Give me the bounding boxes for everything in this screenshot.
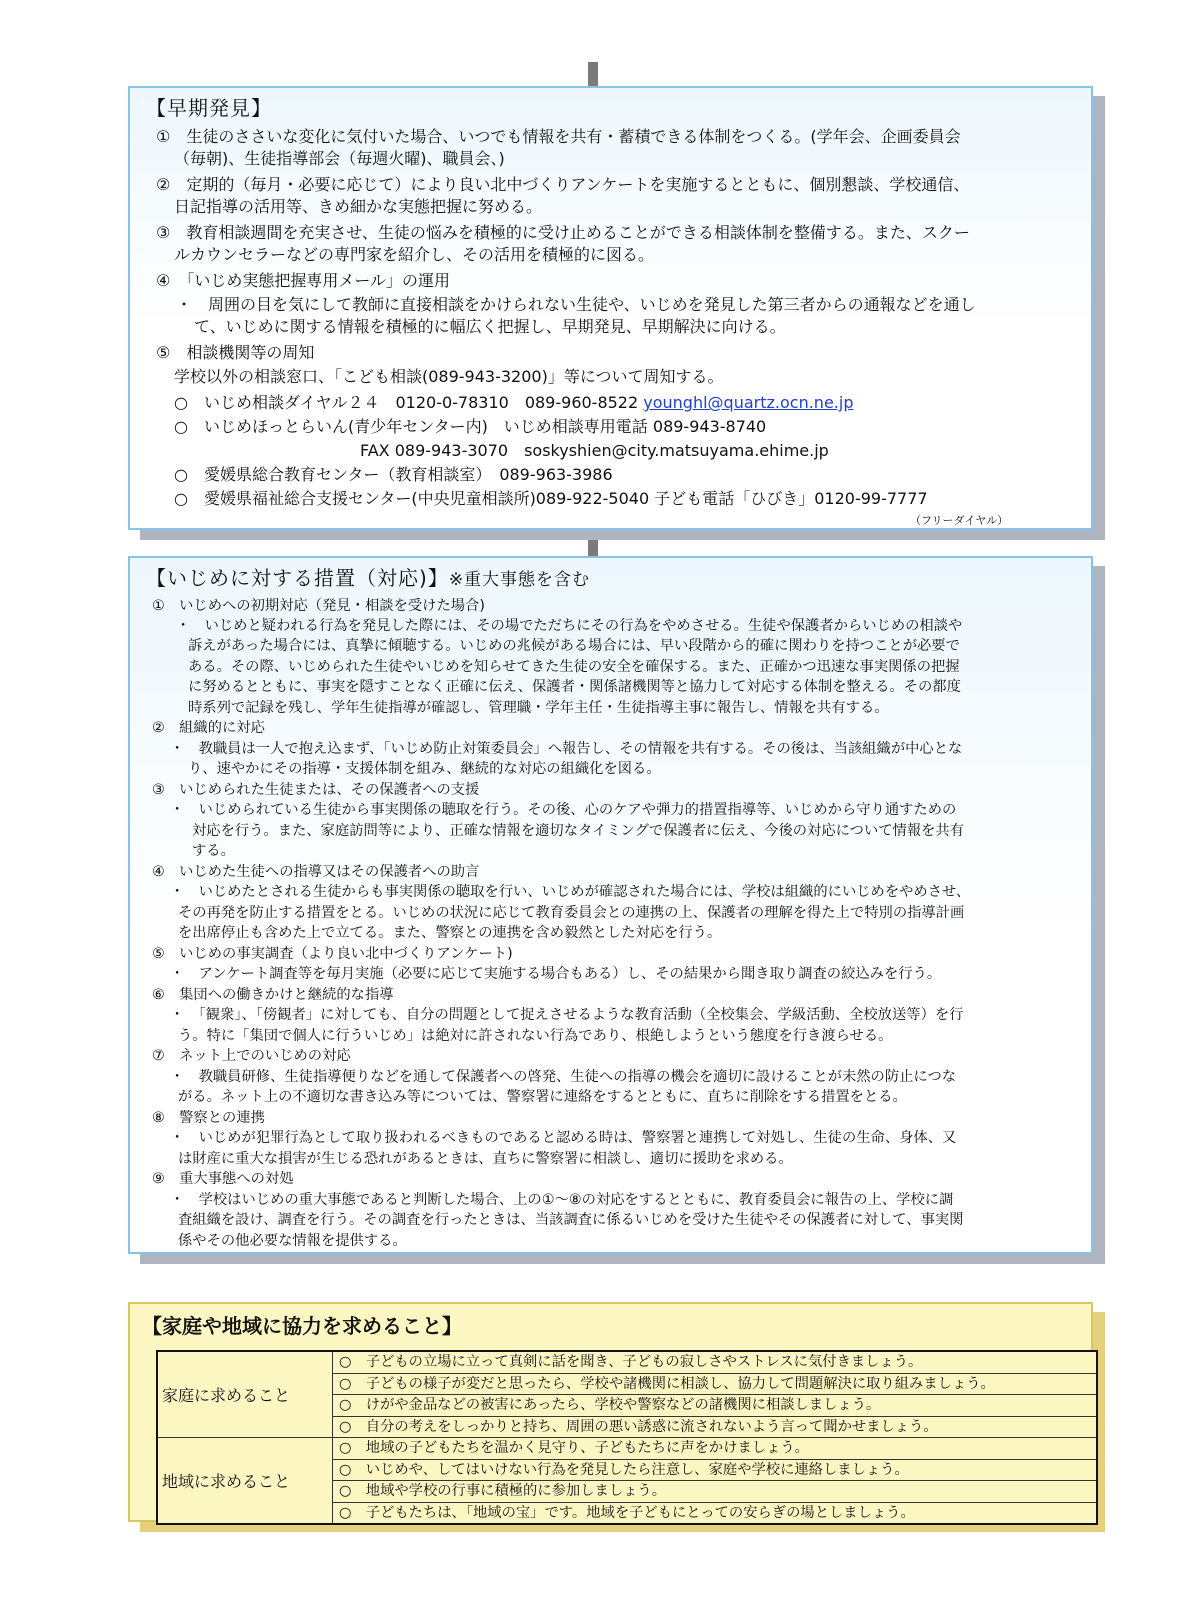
community-category: 地域に求めること	[157, 1438, 333, 1525]
list-item: ○ 子どもの様子が変だと思ったら、学校や諸機関に相談し、協力して問題解決に取り組みましょう。	[333, 1373, 1096, 1395]
early-line: ① 生徒のささいな変化に気付いた場合、いつでも情報を共有・蓄積できる体制をつくる。(学年会、企画委員会	[156, 127, 961, 146]
measure-line: がる。ネット上の不適切な書き込み等については、警察署に連絡をするとともに、直ちに削除をする措置をとる。	[178, 1089, 907, 1105]
measure-line: は財産に重大な損害が生じる恐れがあるときは、直ちに警察署に相談し、適切に援助を求める。	[178, 1151, 793, 1167]
list-item: ○ いじめや、してはいけない行為を発見したら注意し、家庭や学校に連絡しましょう。	[333, 1459, 1096, 1481]
list-item: ○ 自分の考えをしっかりと持ち、周囲の悪い誘惑に流されないよう言って聞かせましょう。	[333, 1416, 1096, 1438]
measure-line: ・ いじめが犯罪行為として取り扱われるべきものであると認める時は、警察署と連携して対処し、生徒の生命、身体、又	[170, 1130, 957, 1146]
early-line: ④ 「いじめ実態把握専用メール」の運用	[156, 271, 451, 290]
measure-line: 訴えがあった場合には、真摯に傾聴する。いじめの兆候がある場合には、早い段階から的確に関わりを持つことが必要で	[188, 638, 960, 654]
early-line: て、いじめに関する情報を積極的に幅広く把握し、早期発見、早期解決に向ける。	[194, 317, 786, 336]
consult-dial-line	[174, 392, 853, 414]
list-item: ○ 地域の子どもたちを温かく見守り、子どもたちに声をかけましょう。	[339, 1440, 809, 1456]
cooperation-table	[156, 1350, 1098, 1525]
hotline-line: ○ いじめほっとらいん(青少年センター内) いじめ相談専用電話 089-943-8740	[174, 417, 767, 436]
measure-line: り、速やかにその指導・支援体制を組み、継続的な対応の組織化を図る。	[188, 761, 661, 777]
table-row	[157, 1351, 1097, 1438]
list-item: ○ けがや金品などの被害にあったら、学校や警察などの諸機関に相談しましょう。	[333, 1394, 1096, 1416]
list-item: ○ 地域や学校の行事に積極的に参加しましょう。	[333, 1480, 1096, 1502]
measure-line: ⑤ いじめの事実調査（より良い北中づくりアンケート)	[152, 946, 513, 962]
measure-line: ・ アンケート調査等を毎月実施（必要に応じて実施する場合もある）し、その結果から聞き取り調査の絞込みを行う。	[170, 966, 942, 982]
measure-line: ③ いじめられた生徒または、その保護者への支援	[152, 782, 480, 798]
measure-line: ⑥ 集団への働きかけと継続的な指導	[152, 987, 394, 1003]
measure-line: ・ いじめられている生徒から事実関係の聴取を行う。その後、心のケアや弾力的措置指導等、いじめから守り通すための	[170, 802, 957, 818]
early-line: ⑤ 相談機関等の周知	[156, 343, 315, 362]
early-line: （毎朝)、生徒指導部会（毎週火曜)、職員会、)	[174, 149, 505, 168]
measures-title-note: ※重大事態を含む	[448, 570, 591, 590]
measure-line: ・ 教職員は一人で抱え込まず、「いじめ防止対策委員会」へ報告し、その情報を共有する。その後は、当該組織が中心とな	[170, 741, 963, 757]
early-line: ・ 周囲の目を気にして教師に直接相談をかけられない生徒や、いじめを発見した第三者からの通報などを通し	[176, 295, 976, 314]
measure-line: する。	[192, 843, 235, 859]
measures-title-text: 【いじめに対する措置（対応)】	[146, 566, 449, 590]
measure-line: その再発を防止する措置をとる。いじめの状況に応じて教育委員会との連携の上、保護者の理解を得た上で特別の指導計画	[178, 905, 965, 921]
measure-line: 対応を行う。また、家庭訪問等により、正確な情報を適切なタイミングで保護者に伝え、今後の対応について情報を共有	[192, 823, 965, 839]
consult-email-link[interactable]: younghl@quartz.ocn.ne.jp	[643, 393, 854, 412]
community-items	[333, 1438, 1098, 1525]
measure-line: ④ いじめた生徒への指導又はその保護者への助言	[152, 864, 480, 880]
measures-title	[146, 562, 590, 591]
measure-line: 係やその他必要な情報を提供する。	[178, 1233, 407, 1249]
measure-line: ・ いじめたとされる生徒からも事実関係の聴取を行い、いじめが確認された場合には、学校は組織的にいじめをやめさせ、	[170, 884, 971, 900]
measure-line: 査組織を設け、調査を行う。その調査を行ったときは、当該調査に係るいじめを受けた生徒やその保護者に対して、事実関	[178, 1212, 964, 1228]
measure-line: ある。その際、いじめられた生徒やいじめを知らせてきた生徒の安全を確保する。また、正確かつ迅速な事実関係の把握	[188, 659, 960, 675]
education-center-line: ○ 愛媛県総合教育センター（教育相談室） 089-963-3986	[174, 465, 613, 484]
home-items	[333, 1351, 1098, 1438]
measure-line: ② 組織的に対応	[152, 720, 265, 736]
measure-line: に努めるとともに、事実を隠すことなく正確に伝え、保護者・関係諸機関等と協力して対応する体制を整える。その都度	[188, 679, 961, 695]
measure-line: を出席停止も含めた上で立てる。また、警察との連携を含め毅然とした対応を行う。	[178, 925, 722, 941]
measure-line: ⑧ 警察との連携	[152, 1110, 265, 1126]
cooperation-title: 【家庭や地域に協力を求めること】	[142, 1314, 462, 1338]
measure-line: ・ 「観衆」、「傍観者」に対しても、自分の問題として捉えさせるような教育活動（全校集会、学級活動、全校放送等）を行	[170, 1007, 964, 1023]
early-line: ルカウンセラーなどの専門家を紹介し、その活用を積極的に図る。	[174, 245, 655, 264]
list-item: ○ 子どもの立場に立って真剣に話を聞き、子どもの寂しさやストレスに気付きましょう。	[339, 1354, 923, 1370]
early-line: 学校以外の相談窓口、「こども相談(089-943-3200)」等について周知する。	[174, 367, 724, 386]
measure-line: ⑨ 重大事態への対処	[152, 1171, 294, 1187]
response-measures-section	[128, 556, 1093, 1254]
measure-line: ・ いじめと疑われる行為を発見した際には、その場でただちにその行為をやめさせる。生徒や保護者からいじめの相談や	[176, 618, 963, 634]
measure-line: 時系列で記録を残し、学年生徒指導が確認し、管理職・学年主任・生徒指導主事に報告し、情報を共有する。	[188, 700, 889, 716]
welfare-center-line: ○ 愛媛県福祉総合支援センター(中央児童相談所)089-922-5040 子ども電話「ひびき」0120-99-7777	[174, 489, 928, 508]
measure-line: ・ 教職員研修、生徒指導便りなどを通して保護者への啓発、生徒への指導の機会を適切に設けることが未然の防止につな	[170, 1069, 957, 1085]
consult-dial-text: ○ いじめ相談ダイヤル２４ 0120-0-78310 089-960-8522	[174, 393, 639, 412]
early-detection-section	[128, 86, 1093, 530]
measure-line: ⑦ ネット上でのいじめの対応	[152, 1048, 351, 1064]
free-dial-note: （フリーダイヤル）	[910, 514, 1009, 527]
measure-line: ① いじめへの初期対応（発見・相談を受けた場合)	[152, 598, 485, 614]
table-row	[157, 1438, 1097, 1525]
early-line: 日記指導の活用等、きめ細かな実態把握に努める。	[174, 197, 543, 216]
early-line: ③ 教育相談週間を充実させ、生徒の悩みを積極的に受け止めることができる相談体制を整備する。また、スクー	[156, 223, 970, 242]
early-line: ② 定期的（毎月・必要に応じて）により良い北中づくりアンケートを実施するとともに、個別懇談、学校通信、	[156, 175, 970, 194]
list-item: ○ 子どもたちは、「地域の宝」です。地域を子どもにとっての安らぎの場としましょう。	[333, 1502, 1096, 1524]
home-category: 家庭に求めること	[157, 1351, 333, 1438]
early-detection-title: 【早期発見】	[146, 96, 272, 120]
measure-line: ・ 学校はいじめの重大事態であると判断した場合、上の①～⑧の対応をするとともに、教育委員会に報告の上、学校に調	[170, 1192, 954, 1208]
measure-line: う。特に「集団で個人に行ういじめ」は絶対に許されない行為であり、根絶しようという態度を行き渡らせる。	[178, 1028, 893, 1044]
hotline-fax-line: FAX 089-943-3070 soskyshien@city.matsuyama.ehime.jp	[360, 441, 829, 460]
